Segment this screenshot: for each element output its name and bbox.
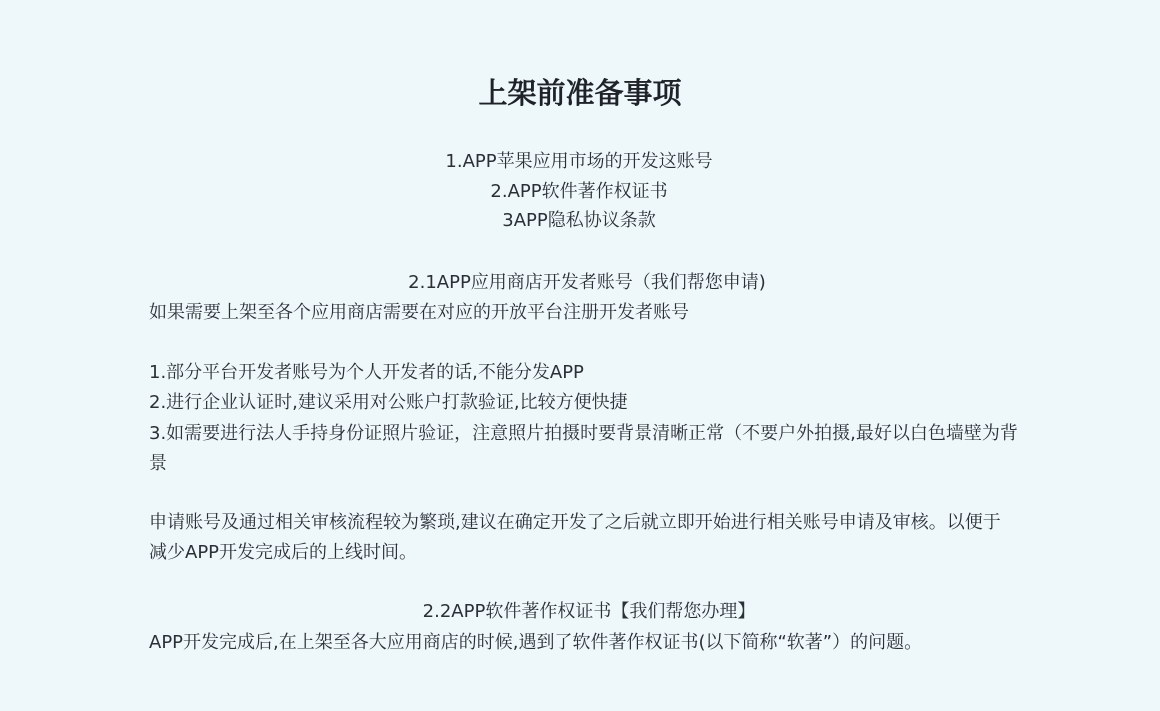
section-1-intro: 如果需要上架至各个应用商店需要在对应的开放平台注册开发者账号 [149,302,689,323]
prep-item-2: 2.APP软件著作权证书 [490,181,668,202]
section-1-point-3: 3.如需要进行法人手持身份证照片验证，注意照片拍摄时要背景清晰正常（不要户外拍摄,最好以白色墙壁为背景 [149,423,1018,474]
section-1-point-2: 2.进行企业认证时,建议采用对公账户打款验证,比较方便快捷 [149,392,628,413]
section-2-heading: 2.2APP软件著作权证书【我们帮您办理】 [422,601,756,622]
section-1-note: 申请账号及通过相关审核流程较为繁琐,建议在确定开发了之后就立即开始进行相关账号申请及审核。以便于减少APP开发完成后的上线时间。 [149,512,1001,563]
page-title: 上架前准备事项 [478,76,682,110]
section-1-point-1: 1.部分平台开发者账号为个人开发者的话,不能分发APP [149,362,584,383]
prep-item-3: 3APP隐私协议条款 [502,210,656,231]
section-2-intro: APP开发完成后,在上架至各大应用商店的时候,遇到了软件著作权证书(以下简称“软著”）的问题。 [149,632,923,653]
prep-item-1: 1.APP苹果应用市场的开发这账号 [445,151,713,172]
section-1-heading: 2.1APP应用商店开发者账号（我们帮您申请) [408,272,766,293]
